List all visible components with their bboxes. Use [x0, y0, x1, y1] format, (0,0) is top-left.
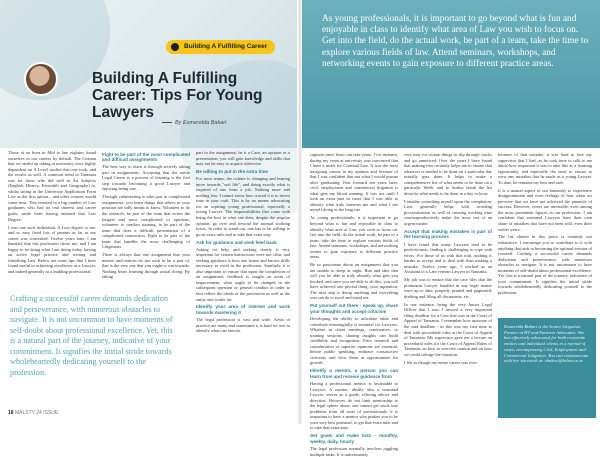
- pull-quote-text: As young professionals, it is important to go beyond what is fun and enjoyable in class to identify what area of Law you wish to focus on. Get into the field, do the actual work, be part of a team, take the time to explore various fields of law. Attend seminars, workshops, and networking events to gain exposure to different practice areas.: [322, 14, 589, 69]
- section-label-text: Building A Fulfilling Career: [184, 43, 268, 50]
- subheading: Fight to be part of the most complicated and difficult assignments: [102, 151, 190, 163]
- paragraph: because of that mistake, it was hard to face my supervisor that I had, as he took time to talk to me about how important it was to take this as a learning opportunity, and especially the need to ensure to view any mistakes that he made as a young Lawyer. To date, he remains my best and safe.: [498, 152, 592, 185]
- issue-label: MALSTY 24 ISSUE: [14, 410, 59, 416]
- paragraph: The legal profession normally involves juggling multiple tasks. It is unfortunately: [310, 446, 398, 457]
- pull-quote-banner: [302, 0, 600, 148]
- author-photo: [24, 62, 58, 96]
- subheading: Identify a mentor, a person you can learn from and receive guidance from: [310, 368, 398, 379]
- page-footer: [8, 410, 58, 416]
- paragraph: The best way to learn is through actively taking part in assignments. Accepting that the entire Legal Career is a process of learning is the first step towards becoming a good Lawyer and enjoying being one.: [102, 164, 190, 192]
- paragraph: In one instance, being the very Junior Legal Officer that I was, I missed a very important filing deadline for a Case that was at the Court of Appeal of Tanzania. I remember how unaware of the said deadline - as this was my first time to deal with procedural rules at the Court of Appeal of Tanzania. My supervisor gave me a lecture on procedural rules for the Court of Appeal Rules of Tanzania, on how to exercise caution and on how we could salvage the situation.: [404, 301, 492, 357]
- right-column-3: [498, 152, 592, 314]
- subheading: Be willing to put in the extra time: [196, 169, 268, 175]
- article-byline: By Esmerelda Bakari: [162, 120, 226, 126]
- bullet-icon: [171, 43, 179, 51]
- left-column-1: [8, 150, 96, 282]
- paragraph: My job was to ensure that the case files that the prominent Lawyer handled in any legal matter were up to date, properly printed and paginated, drafting and filing all documents, etc.: [404, 277, 492, 299]
- right-column-2: [404, 152, 492, 418]
- paragraph: The list shared in this piece is certainly not exhaustive. I encourage you to contribute to it with anything that aids in becoming the optimal version of yourself. Crafting a successful career demands dedication and perseverance, with numerous obstacles to navigate. It is not uncommon to have moments of self-doubt about professional excellence. Yet, this is a natural part of the journey, indicative of your commitment. It signifies the initial stride towards wholeheartedly dedicating yourself to the profession.: [498, 234, 592, 295]
- paragraph: Be so passionate about an assignment that you are unable to sleep at night. Run and take that will you be able to truly identify what gets you hooked, and once you are able to do this, you will have achieved one pivotal thing, your aspiration. The next step is doing anything and everything you can do to excel and stand out.: [310, 262, 398, 301]
- paragraph: part in the assignment, be it a Case, an opinion or a presentation, you will gain knowledge and skills that may not be easy to acquire otherwise.: [196, 150, 290, 167]
- paragraph: Consider consulting myself upon the completion. Lists generally helps with avoiding procrastination as well as creating working time counterproductively make the most out of an urgent matter.: [404, 198, 492, 226]
- article-title: Building A Fulfilling Career: Tips For Young Lawyers: [92, 70, 263, 121]
- subheading: Ask for guidance and seek feed back: [196, 239, 277, 245]
- pull-quote: [0, 286, 186, 404]
- author-bio-text: Esmerelda Bakari is the Senior Litigation Partner at HT and Partners Advocates. She has effectively advocated for both corporate entities and individual clients in a myriad of cases, encompassing Civil, Employment and Commercial Litigation. You can communicate with her via email at: ebakari@htlaw.co.tz: [504, 324, 589, 364]
- subheading: Put yourself out there - speak up, share your thoughts and accept criticism: [310, 303, 398, 314]
- left-column-3: [196, 150, 290, 338]
- paragraph: For most teams, the culture is changing and leaning more towards "soft life", and doing exactly what is required of one from a job. Nothing more and nothing less. I cannot stress how crucial it is to invest time in your craft. This is by no means advocating for an aspiring young professional, especially a young Lawyer. The responsibilities that come with being the best in what one does, despite the popular opinion, go over and beyond the normal working hours. In order to stand out, one has to be willing to go an extra mile and to take that extra step.: [196, 176, 290, 237]
- subheading: Accept that making mistakes is part of the learning process: [404, 228, 492, 240]
- paragraph: Asking for help, and seeking clearly is very important for certain instructions were not clear, and seeking guidance is how one learns and knows skills necessary to excel in the profession. Similarly, it is also important to ensure that upon the completion of an assignment, feedback is sought on areas of improvement, what ought to be changed in the subsequent question or general conduct in order to best reflect the ideals of the profession as well as the entity one works for.: [196, 246, 290, 302]
- left-page: [0, 0, 298, 424]
- right-page: [302, 0, 600, 457]
- subheading: Set goals and make lists - monthly, weekly, daily, hourly: [310, 433, 398, 444]
- paragraph: captures ones' heart can take years. I for instance, during my years at university was convinced that I have a niche for Criminal Law. It was the most intriguing course in my opinion and because of that I was confident that not what I would pursue after graduating. Fast forward ten years later, civil, employment and commercial litigation is what gets my blood running. It was not until I took an extra part in cases that I was able to identify what truly interests me and what I see myself doing in the long run.: [310, 152, 398, 213]
- paragraph: I was one such individual. A Law degree to me, and so easy fixed lots of parents as far as my career was concerned. Twelve years later, I am thankful that this profession chose me, and I am happy to be doing what I am doing today, having an active legal practice and writing and furnishing Law. Below are some tips that I have found useful in achieving excellence as a Lawyer, and indeed generally as a budding professional.: [8, 224, 96, 274]
- paragraph: Developing the ability to articulate ideas and contribute meaningfully is essential for Lawyers. Whether in client meetings, conferences, or training sessions, sharing insights can build credibility and recognition. Prior research and consideration of superior opinions are essential, before public speaking, embrace constructive criticism, and view them as opportunities for growth.: [310, 316, 398, 366]
- pull-quote-text: Crafting a successful career demands dedication and perseverance, with numerous obstacles to navigate. It is not uncommon to have moments of self-doubt about professional excellence. Yet, this is a natural part of the journey, indicative of your commitment. It signifies the initial stride towards wholeheartedly dedicating yourself to the profession.: [10, 294, 173, 377]
- right-column-1: [310, 152, 398, 457]
- paragraph: Having a professional mentor is invaluable to Lawyers. A mentor, ideally also a seasoned Lawyer, serves as a guide, offering advice and direction. However, do not limit mentorship to the legal sphere alone, one cannot get stuck into problems from all sorts of professionals, it is important to have a mentor who pushes you to be your very best potential, to get that extra mile and to take that extra step.: [310, 381, 398, 431]
- paragraph: It is a natural aspect of our humanity to experience disappointment and even feelings of hurt when we perceive that we have not achieved the pinnacle of success. However, errors are inevitable, even among the most prominent figures in our profession. I am confident that seasoned Lawyers have their own share of mistakes that have not been told, even their earlier years.: [498, 187, 592, 232]
- paragraph: Those of us born in Mid to late eighties found ourselves in our careers by default. The Cinema that we ended up taking at university were highly dependent on A Level studies that one took, and the results as well. A common trend in Tanzania was for those who did well in Art Subjects (English, History, Kiswahili and Geography) to, whilst sitting in the University Application Form Law as the first option... and other courses would come next. This resulted in a big number of Law graduates who had no real interest and career goals, aside from having attained that Law Degree.: [8, 150, 96, 222]
- author-bio: [498, 318, 596, 418]
- paragraph: I have found that many Lawyers tend to be perfectionists, finding it challenging to cope with errors. For those of us with that trait, nothing is harder to accept and to deal with than making a mistake. Twelve years ago, I worked as an Assistant to a Late veteran Lawyer in Tanzania.: [404, 241, 492, 275]
- page-number: 18: [8, 410, 14, 416]
- subheading: Identify your area of interest and work towards mastering it: [196, 304, 290, 316]
- section-label: [166, 40, 275, 54]
- paragraph: Through volunteering to take part in complicated assignments, you learn things that others in your position are fully meant to know. Volunteer to do the research, be part of the team that writes the longest and most complicated of opinions, volunteer to conduct training, to be part of the team that does a difficult presentation of a complicated transaction. Fight to be part of the team that handles the most challenging of Litigations.: [102, 194, 190, 250]
- paragraph: I felt as though my entire career was over: [404, 359, 477, 365]
- paragraph: As young professionals, it is important to go beyond what is fun and enjoyable in class to identify what area of Law you wish to focus on. Get into the field, do the actual work, be part of a team, take the time to explore various fields of law. Attend seminars, workshops, and networking events to gain exposure to different practice areas.: [310, 215, 398, 260]
- paragraph: very easy for certain things to slip through cracks and go unnoticed. Over the years I have found that making lists certainly helps me to ensure that whatever is needed to be done on a particular day actually gets done. It helps to make a comprehensive list of what needs to be done on a particular Week, and to further break the list down to what needs to be done in a day or hour.: [404, 152, 492, 196]
- paragraph: There is always that one assignment that your mentor and seniors do not wish to be a part of, that is the very one that you ought to run towards. Nothing beats learning through actual doing. By taking: [102, 252, 190, 280]
- paragraph: The legal profession is vast and wide. Areas of practice are many and sometimes it is hard for one to identify what one fancies.: [196, 317, 290, 334]
